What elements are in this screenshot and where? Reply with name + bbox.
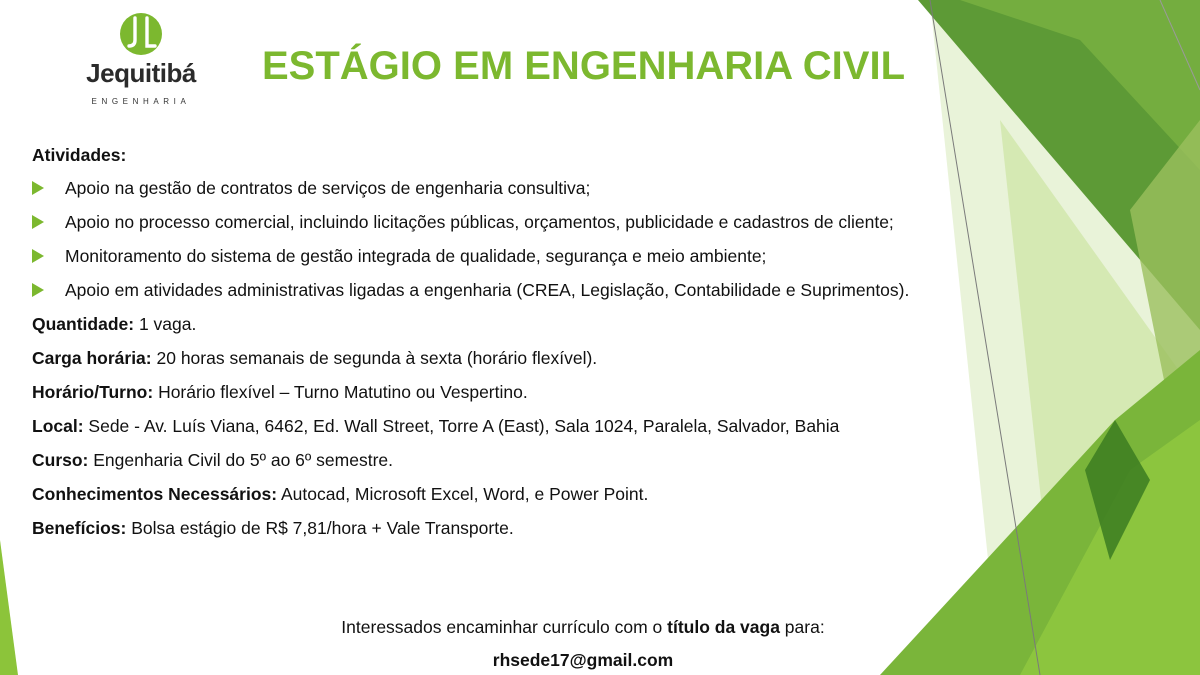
field-horario-turno	[32, 379, 959, 405]
field-value: 20 horas semanais de segunda à sexta (horário flexível).	[151, 348, 598, 368]
left-green-sliver	[0, 540, 18, 675]
page-title: ESTÁGIO EM ENGENHARIA CIVIL	[262, 44, 906, 88]
logo-emblem	[119, 12, 163, 56]
instructions-prefix: Interessados encaminhar currículo com o	[341, 617, 668, 637]
activity-text: Monitoramento do sistema de gestão integrada de qualidade, segurança e meio ambiente;	[65, 246, 767, 266]
bullet-arrow-icon	[32, 249, 44, 263]
field-carga-horaria	[32, 345, 959, 371]
instructions-bold: título da vaga	[667, 617, 780, 637]
field-conhecimentos	[32, 481, 959, 507]
field-value: 1 vaga.	[134, 314, 197, 334]
activity-text: Apoio na gestão de contratos de serviços de engenharia consultiva;	[65, 178, 591, 198]
activity-text: Apoio em atividades administrativas ligadas a engenharia (CREA, Legislação, Contabilidade e Suprimentos).	[65, 280, 910, 300]
activity-item	[32, 277, 959, 303]
activity-item	[32, 209, 959, 235]
bullet-arrow-icon	[32, 283, 44, 297]
bullet-arrow-icon	[32, 215, 44, 229]
field-value: Engenharia Civil do 5º ao 6º semestre.	[88, 450, 393, 470]
activity-item	[32, 243, 959, 269]
field-label: Carga horária:	[32, 348, 152, 368]
field-local	[32, 413, 959, 439]
field-value: Horário flexível – Turno Matutino ou Vespertino.	[153, 382, 528, 402]
instructions-suffix: para:	[779, 617, 825, 637]
logo-name: Jequitibá	[86, 58, 196, 88]
field-value: Sede - Av. Luís Viana, 6462, Ed. Wall Street, Torre A (East), Sala 1024, Paralela, Salvador, Bahia	[83, 416, 840, 436]
field-label: Curso:	[32, 450, 89, 470]
field-label: Conhecimentos Necessários:	[32, 484, 278, 504]
field-label: Local:	[32, 416, 84, 436]
field-beneficios	[32, 515, 959, 541]
job-description	[32, 142, 959, 549]
activities-heading: Atividades:	[32, 145, 127, 165]
contact-email[interactable]: rhsede17@gmail.com	[492, 650, 674, 670]
activities-list	[32, 175, 959, 303]
company-logo	[66, 6, 216, 110]
field-label: Horário/Turno:	[32, 382, 154, 402]
activity-text: Apoio no processo comercial, incluindo licitações públicas, orçamentos, publicidade e cadastros de cliente;	[65, 212, 894, 232]
field-value: Bolsa estágio de R$ 7,81/hora + Vale Transporte.	[126, 518, 514, 538]
field-quantidade	[32, 311, 959, 337]
field-value: Autocad, Microsoft Excel, Word, e Power Point.	[277, 484, 649, 504]
field-label: Benefícios:	[32, 518, 127, 538]
bullet-arrow-icon	[32, 181, 44, 195]
application-instructions	[200, 617, 966, 638]
field-curso	[32, 447, 959, 473]
field-label: Quantidade:	[32, 314, 135, 334]
activity-item	[32, 175, 959, 201]
logo-subtitle: ENGENHARIA	[91, 97, 191, 106]
